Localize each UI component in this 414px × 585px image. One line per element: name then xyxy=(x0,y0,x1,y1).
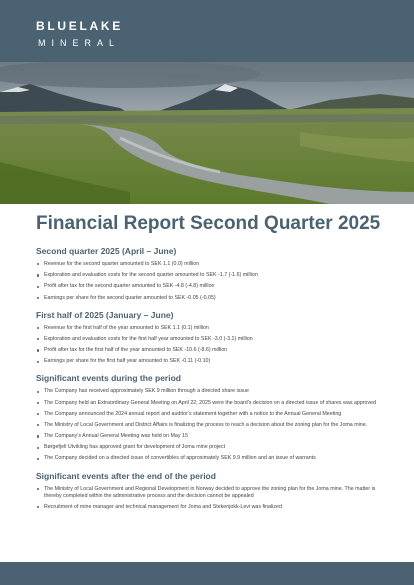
list-item: Earnings per share for the first half year amounted to SEK -0.11 (-0.10) xyxy=(36,358,386,365)
bullet-list xyxy=(36,325,386,366)
list-item: The Company announced the 2024 annual report and auditor’s statement together with a notice to the Annual General Meeting xyxy=(36,411,386,418)
list-item: Exploration and evaluation costs for the first half year amounted to SEK -3.0 (-3.1) million xyxy=(36,336,386,343)
section-first-half xyxy=(36,310,386,366)
header-bar xyxy=(0,0,414,62)
section-heading: First half of 2025 (January – June) xyxy=(36,309,174,320)
bullet-list xyxy=(36,388,386,462)
section-heading: Significant events during the period xyxy=(36,373,181,384)
list-item: Revenue for the second quarter amounted to SEK 1,1 (0.0) million xyxy=(36,261,386,268)
list-item: The Company’s Annual General Meeting was held on May 15 xyxy=(36,433,386,440)
list-item: The Ministry of Local Government and Regional Development in Norway decided to approve the zoning plan for the Joma mine. The matter is thereby completed within the administrative process and the decision cannot be appealed xyxy=(36,486,386,500)
section-events-after-period xyxy=(36,471,386,511)
report-title: Financial Report Second Quarter 2025 xyxy=(36,213,381,234)
footer-bar xyxy=(0,562,414,585)
section-heading: Significant events after the end of the period xyxy=(36,470,216,481)
section-heading: Second quarter 2025 (April – June) xyxy=(36,246,177,256)
list-item: Børgefjell Utvikling has approved grant for development of Joma mine project xyxy=(36,444,386,451)
list-item: Recruitment of mine manager and technical management for Joma and Stekenjokk-Levi was finalized xyxy=(36,504,386,511)
company-logo xyxy=(36,20,123,49)
list-item: Profit after tax for the first half of the year amounted to SEK -10.6 (-8.6) million xyxy=(36,347,386,354)
list-item: The Company decided on a directed issue of convertibles of approximately SEK 9.9 million and an issue of warrants xyxy=(36,455,386,462)
list-item: The Company held an Extraordinary General Meeting on April 22, 2025 were the board’s decision on a directed issue of shares was approved xyxy=(36,400,386,407)
logo-line-2: MINERAL xyxy=(38,38,121,48)
list-item: Earnings per share for the second quarter amounted to SEK -0.05 (-0.05) xyxy=(36,295,386,302)
bullet-list xyxy=(36,486,386,511)
list-item: The Ministry of Local Government and District Affairs is finalizing the process to reach a decision about the zoning plan for the Joma mine. xyxy=(36,422,386,429)
list-item: Revenue for the first half of the year amounted to SEK 1.1 (0.1) million xyxy=(36,325,386,332)
bullet-list xyxy=(36,261,386,302)
list-item: The Company has received approximately SEK 9 million through a directed share issue xyxy=(36,388,386,395)
section-events-during-period xyxy=(36,373,386,462)
logo-line-1: BLUELAKE xyxy=(36,19,123,33)
list-item: Exploration and evaluation costs for the second quarter amounted to SEK -1.7 (-1.6) million xyxy=(36,272,386,279)
section-second-quarter xyxy=(36,246,386,302)
list-item: Profit after tax for the second quarter amounted to SEK -4.8 (-4.8) million xyxy=(36,283,386,290)
report-summary xyxy=(36,212,386,519)
cover-landscape-photo xyxy=(0,62,414,204)
